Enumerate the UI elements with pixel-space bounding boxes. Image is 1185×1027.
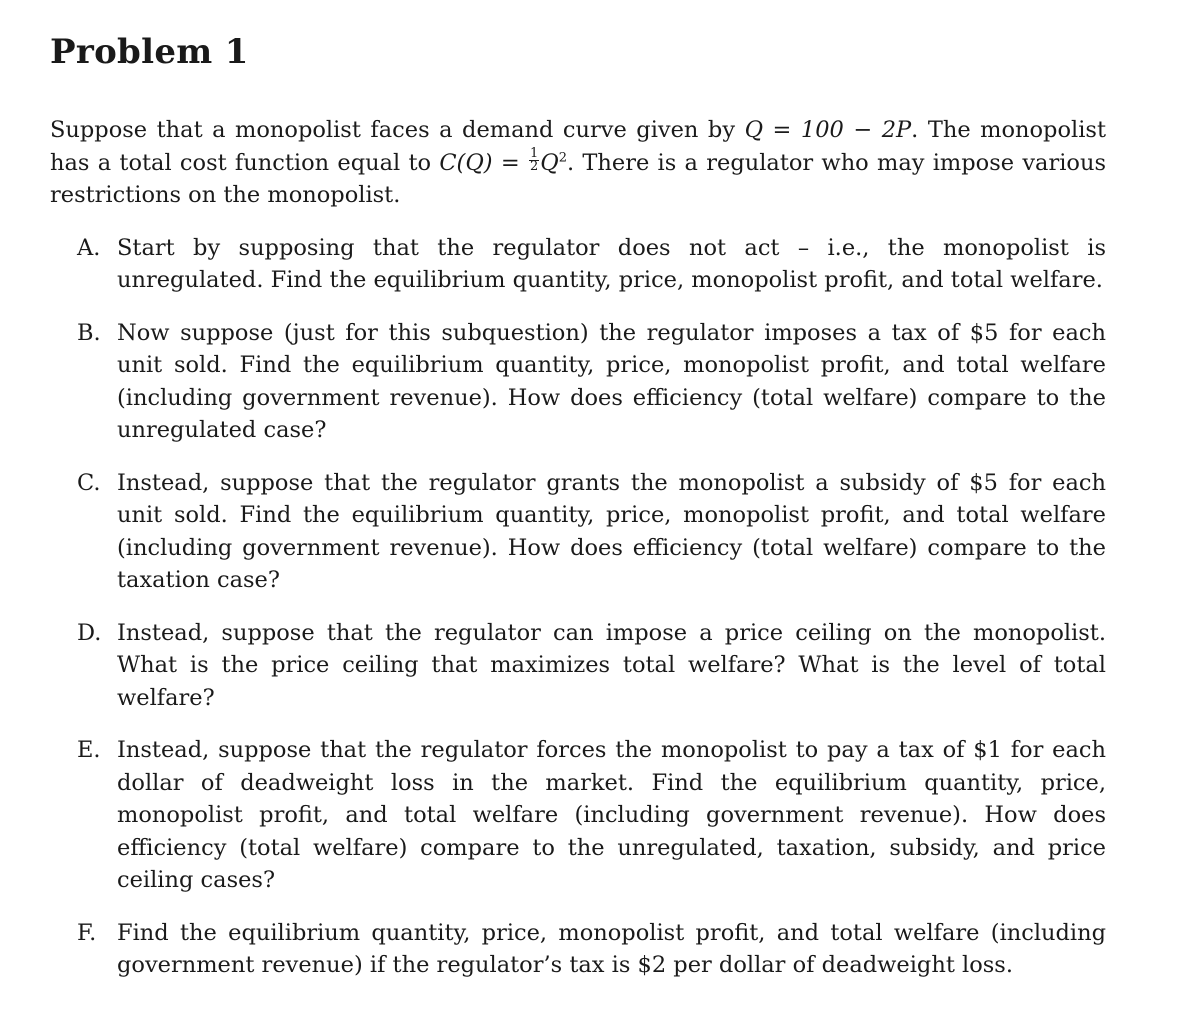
question-text: Instead, suppose that the regulator grants the monopolist a subsidy of $5 for each unit sold. Find the equilibrium quantity, price, monopolist profit, and total welfare (including government revenue). How does efficiency (total welfare) compare to the taxation case?: [117, 469, 1106, 593]
problem-intro: [50, 114, 1106, 212]
question-f: [50, 917, 1106, 982]
intro-text-2: . The monopolist has a total cost function equal to: [50, 117, 1106, 176]
question-b: [50, 317, 1106, 447]
intro-text-1: Suppose that a monopolist faces a demand curve given by: [50, 117, 745, 143]
question-text: Instead, suppose that the regulator can impose a price ceiling on the monopolist. What is the price ceiling that maximizes total welfare? What is the level of total welfare?: [117, 619, 1106, 711]
question-list: [50, 232, 1106, 982]
one-half-fraction: [529, 148, 539, 173]
question-text: Find the equilibrium quantity, price, monopolist profit, and total welfare (including government revenue) if the regulator’s tax is $2 per dollar of deadweight loss.: [117, 919, 1106, 978]
question-label: D.: [77, 619, 102, 646]
intro-text-3: . There is a regulator who may impose various restrictions on the monopolist.: [50, 149, 1107, 208]
question-label: B.: [77, 319, 101, 346]
cost-function-lhs: C(Q) =: [439, 149, 528, 176]
question-label: F.: [77, 919, 97, 946]
demand-equation: Q = 100 − 2P: [744, 117, 912, 143]
cost-exponent: 2: [558, 150, 567, 165]
question-d: [50, 617, 1106, 715]
question-label: A.: [77, 234, 101, 261]
question-c: [50, 467, 1106, 597]
question-text: Now suppose (just for this subquestion) the regulator imposes a tax of $5 for each unit sold. Find the equilibrium quantity, price, monopolist profit, and total welfare (including government revenue). How does efficiency (total welfare) compare to the unregulated case?: [117, 319, 1106, 443]
question-text: Start by supposing that the regulator does not act – i.e., the monopolist is unregulated. Find the equilibrium quantity, price, monopolist profit, and total welfare.: [117, 234, 1106, 293]
question-text: Instead, suppose that the regulator forces the monopolist to pay a tax of $1 for each dollar of deadweight loss in the market. Find the equilibrium quantity, price, monopolist profit, and total welfare (including government revenue). How does efficiency (total welfare) compare to the unregulated, taxation, subsidy, and price ceiling cases?: [117, 737, 1106, 893]
cost-function-rhs: Q: [540, 149, 559, 176]
fraction-denominator: 2: [529, 159, 539, 174]
question-label: E.: [77, 737, 101, 763]
document-page: [50, 30, 1106, 1002]
question-e: [50, 734, 1106, 897]
question-label: C.: [77, 469, 101, 496]
fraction-numerator: 1: [529, 146, 539, 161]
question-a: [50, 232, 1106, 297]
problem-title: Problem 1: [50, 32, 249, 72]
